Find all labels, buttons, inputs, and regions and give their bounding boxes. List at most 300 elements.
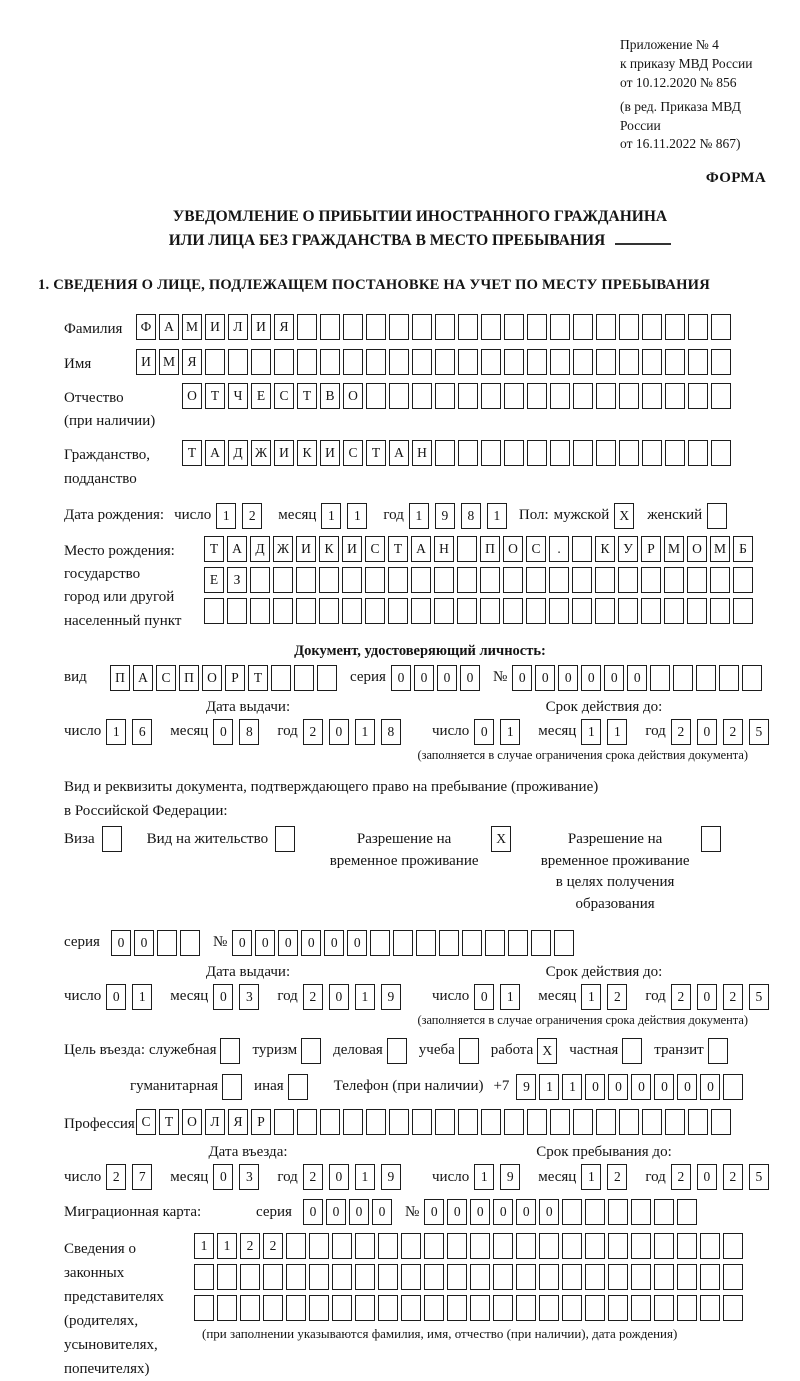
char-box[interactable]: Ж <box>251 440 271 466</box>
char-box[interactable]: Р <box>641 536 661 562</box>
char-box[interactable] <box>696 665 716 691</box>
char-box[interactable] <box>205 349 225 375</box>
char-box[interactable]: 0 <box>303 1199 323 1225</box>
char-box[interactable] <box>411 567 431 593</box>
char-box[interactable]: А <box>411 536 431 562</box>
char-box[interactable]: Т <box>182 440 202 466</box>
char-box[interactable] <box>370 930 390 956</box>
char-box[interactable]: И <box>296 536 316 562</box>
char-box[interactable] <box>688 440 708 466</box>
char-box[interactable] <box>622 1038 642 1064</box>
char-box[interactable] <box>573 383 593 409</box>
char-box[interactable] <box>435 1109 455 1135</box>
char-box[interactable]: Т <box>248 665 268 691</box>
char-box[interactable] <box>366 349 386 375</box>
char-box[interactable]: 2 <box>242 503 262 529</box>
char-box[interactable]: С <box>343 440 363 466</box>
char-box[interactable] <box>526 598 546 624</box>
char-box[interactable] <box>504 383 524 409</box>
char-box[interactable] <box>618 598 638 624</box>
char-box[interactable]: 0 <box>604 665 624 691</box>
char-box[interactable] <box>723 1074 743 1100</box>
char-box[interactable] <box>480 567 500 593</box>
char-box[interactable] <box>481 1109 501 1135</box>
char-box[interactable]: Д <box>250 536 270 562</box>
char-box[interactable] <box>378 1295 398 1321</box>
char-box[interactable] <box>527 1109 547 1135</box>
char-box[interactable]: Ч <box>228 383 248 409</box>
char-box[interactable]: 1 <box>539 1074 559 1100</box>
char-box[interactable] <box>355 1264 375 1290</box>
char-box[interactable]: О <box>182 383 202 409</box>
char-box[interactable] <box>389 383 409 409</box>
char-box[interactable] <box>493 1264 513 1290</box>
char-box[interactable] <box>251 349 271 375</box>
char-box[interactable]: 5 <box>749 1164 769 1190</box>
char-box[interactable] <box>631 1295 651 1321</box>
char-box[interactable] <box>654 1233 674 1259</box>
char-box[interactable]: 0 <box>349 1199 369 1225</box>
char-box[interactable] <box>618 567 638 593</box>
char-box[interactable] <box>596 383 616 409</box>
char-box[interactable] <box>401 1233 421 1259</box>
char-box[interactable] <box>332 1264 352 1290</box>
char-box[interactable]: 0 <box>414 665 434 691</box>
char-box[interactable]: Л <box>205 1109 225 1135</box>
char-box[interactable]: 0 <box>539 1199 559 1225</box>
char-box[interactable] <box>217 1295 237 1321</box>
char-box[interactable] <box>457 567 477 593</box>
char-box[interactable]: А <box>133 665 153 691</box>
char-box[interactable]: 0 <box>232 930 252 956</box>
char-box[interactable]: 2 <box>106 1164 126 1190</box>
char-box[interactable]: 2 <box>723 1164 743 1190</box>
char-box[interactable] <box>480 598 500 624</box>
char-box[interactable] <box>458 440 478 466</box>
char-box[interactable] <box>711 440 731 466</box>
char-box[interactable] <box>319 598 339 624</box>
char-box[interactable]: Д <box>228 440 248 466</box>
char-box[interactable] <box>204 598 224 624</box>
char-box[interactable] <box>458 383 478 409</box>
char-box[interactable] <box>457 536 477 562</box>
char-box[interactable] <box>387 1038 407 1064</box>
char-box[interactable] <box>366 314 386 340</box>
char-box[interactable] <box>516 1233 536 1259</box>
char-box[interactable] <box>411 598 431 624</box>
char-box[interactable] <box>677 1233 697 1259</box>
char-box[interactable] <box>642 349 662 375</box>
char-box[interactable] <box>157 930 177 956</box>
char-box[interactable]: С <box>274 383 294 409</box>
char-box[interactable]: 1 <box>562 1074 582 1100</box>
char-box[interactable] <box>194 1264 214 1290</box>
char-box[interactable] <box>562 1295 582 1321</box>
char-box[interactable]: К <box>319 536 339 562</box>
char-box[interactable] <box>320 314 340 340</box>
char-box[interactable] <box>664 567 684 593</box>
char-box[interactable] <box>240 1295 260 1321</box>
char-box[interactable] <box>220 1038 240 1064</box>
char-box[interactable] <box>562 1199 582 1225</box>
char-box[interactable]: 2 <box>723 719 743 745</box>
char-box[interactable]: 0 <box>391 665 411 691</box>
char-box[interactable] <box>504 349 524 375</box>
char-box[interactable]: 1 <box>607 719 627 745</box>
char-box[interactable]: 6 <box>132 719 152 745</box>
char-box[interactable]: Р <box>225 665 245 691</box>
char-box[interactable]: 0 <box>326 1199 346 1225</box>
char-box[interactable] <box>573 349 593 375</box>
char-box[interactable]: 1 <box>474 1164 494 1190</box>
char-box[interactable] <box>673 665 693 691</box>
char-box[interactable]: 0 <box>474 719 494 745</box>
char-box[interactable] <box>527 349 547 375</box>
char-box[interactable] <box>508 930 528 956</box>
char-box[interactable] <box>687 567 707 593</box>
char-box[interactable]: 1 <box>216 503 236 529</box>
char-box[interactable] <box>596 349 616 375</box>
char-box[interactable] <box>549 598 569 624</box>
char-box[interactable] <box>228 349 248 375</box>
char-box[interactable] <box>642 440 662 466</box>
char-box[interactable] <box>723 1264 743 1290</box>
char-box[interactable] <box>194 1295 214 1321</box>
char-box[interactable]: X <box>491 826 511 852</box>
char-box[interactable] <box>301 1038 321 1064</box>
char-box[interactable] <box>447 1295 467 1321</box>
char-box[interactable]: 5 <box>749 984 769 1010</box>
char-box[interactable] <box>723 1295 743 1321</box>
char-box[interactable] <box>642 1109 662 1135</box>
char-box[interactable]: К <box>595 536 615 562</box>
char-box[interactable] <box>435 440 455 466</box>
char-box[interactable] <box>531 930 551 956</box>
char-box[interactable] <box>342 598 362 624</box>
char-box[interactable] <box>665 314 685 340</box>
char-box[interactable]: 2 <box>607 984 627 1010</box>
char-box[interactable] <box>343 1109 363 1135</box>
char-box[interactable] <box>493 1233 513 1259</box>
char-box[interactable] <box>665 1109 685 1135</box>
char-box[interactable] <box>250 598 270 624</box>
char-box[interactable] <box>677 1295 697 1321</box>
char-box[interactable] <box>424 1295 444 1321</box>
char-box[interactable]: 8 <box>461 503 481 529</box>
char-box[interactable]: О <box>343 383 363 409</box>
char-box[interactable] <box>608 1264 628 1290</box>
char-box[interactable]: 0 <box>512 665 532 691</box>
char-box[interactable]: И <box>274 440 294 466</box>
char-box[interactable]: 1 <box>355 1164 375 1190</box>
char-box[interactable] <box>650 665 670 691</box>
char-box[interactable]: 0 <box>324 930 344 956</box>
char-box[interactable]: 0 <box>608 1074 628 1100</box>
char-box[interactable] <box>700 1233 720 1259</box>
char-box[interactable] <box>701 826 721 852</box>
char-box[interactable]: М <box>710 536 730 562</box>
char-box[interactable] <box>688 349 708 375</box>
char-box[interactable] <box>665 440 685 466</box>
char-box[interactable]: 0 <box>213 984 233 1010</box>
char-box[interactable] <box>585 1295 605 1321</box>
char-box[interactable]: 0 <box>424 1199 444 1225</box>
char-box[interactable] <box>664 598 684 624</box>
char-box[interactable] <box>388 598 408 624</box>
char-box[interactable] <box>296 567 316 593</box>
char-box[interactable]: М <box>182 314 202 340</box>
char-box[interactable] <box>355 1233 375 1259</box>
char-box[interactable] <box>263 1295 283 1321</box>
char-box[interactable] <box>458 1109 478 1135</box>
char-box[interactable] <box>435 349 455 375</box>
char-box[interactable]: 7 <box>132 1164 152 1190</box>
char-box[interactable] <box>527 314 547 340</box>
char-box[interactable] <box>485 930 505 956</box>
char-box[interactable] <box>539 1295 559 1321</box>
char-box[interactable]: . <box>549 536 569 562</box>
char-box[interactable]: Т <box>388 536 408 562</box>
char-box[interactable]: И <box>251 314 271 340</box>
char-box[interactable]: М <box>664 536 684 562</box>
char-box[interactable] <box>516 1295 536 1321</box>
char-box[interactable]: М <box>159 349 179 375</box>
char-box[interactable] <box>271 665 291 691</box>
char-box[interactable]: 1 <box>106 719 126 745</box>
char-box[interactable] <box>296 598 316 624</box>
char-box[interactable]: Я <box>228 1109 248 1135</box>
char-box[interactable] <box>439 930 459 956</box>
char-box[interactable]: Я <box>182 349 202 375</box>
char-box[interactable]: 0 <box>329 1164 349 1190</box>
char-box[interactable] <box>343 349 363 375</box>
char-box[interactable]: 0 <box>301 930 321 956</box>
char-box[interactable] <box>320 1109 340 1135</box>
char-box[interactable]: 2 <box>607 1164 627 1190</box>
char-box[interactable] <box>309 1233 329 1259</box>
char-box[interactable] <box>343 314 363 340</box>
char-box[interactable]: 0 <box>700 1074 720 1100</box>
char-box[interactable]: 2 <box>671 984 691 1010</box>
char-box[interactable]: А <box>389 440 409 466</box>
char-box[interactable] <box>412 1109 432 1135</box>
char-box[interactable]: 1 <box>487 503 507 529</box>
char-box[interactable]: 0 <box>106 984 126 1010</box>
char-box[interactable]: 8 <box>239 719 259 745</box>
char-box[interactable] <box>217 1264 237 1290</box>
char-box[interactable]: 0 <box>474 984 494 1010</box>
char-box[interactable] <box>435 383 455 409</box>
char-box[interactable]: 1 <box>217 1233 237 1259</box>
char-box[interactable] <box>596 1109 616 1135</box>
char-box[interactable] <box>654 1264 674 1290</box>
char-box[interactable] <box>687 598 707 624</box>
char-box[interactable] <box>378 1233 398 1259</box>
char-box[interactable] <box>677 1199 697 1225</box>
char-box[interactable] <box>573 1109 593 1135</box>
char-box[interactable] <box>412 383 432 409</box>
char-box[interactable] <box>294 665 314 691</box>
char-box[interactable] <box>180 930 200 956</box>
char-box[interactable] <box>595 567 615 593</box>
char-box[interactable] <box>240 1264 260 1290</box>
char-box[interactable] <box>504 440 524 466</box>
char-box[interactable] <box>733 567 753 593</box>
char-box[interactable] <box>416 930 436 956</box>
char-box[interactable]: Н <box>412 440 432 466</box>
char-box[interactable]: 1 <box>321 503 341 529</box>
char-box[interactable] <box>273 598 293 624</box>
char-box[interactable] <box>550 1109 570 1135</box>
char-box[interactable]: Л <box>228 314 248 340</box>
char-box[interactable]: А <box>205 440 225 466</box>
char-box[interactable] <box>401 1264 421 1290</box>
char-box[interactable] <box>493 1295 513 1321</box>
char-box[interactable] <box>459 1038 479 1064</box>
char-box[interactable] <box>608 1233 628 1259</box>
char-box[interactable]: А <box>159 314 179 340</box>
char-box[interactable]: 0 <box>213 1164 233 1190</box>
char-box[interactable]: 2 <box>723 984 743 1010</box>
char-box[interactable] <box>733 598 753 624</box>
char-box[interactable] <box>539 1233 559 1259</box>
char-box[interactable] <box>481 314 501 340</box>
char-box[interactable] <box>710 598 730 624</box>
char-box[interactable]: 1 <box>355 719 375 745</box>
char-box[interactable]: 3 <box>239 1164 259 1190</box>
char-box[interactable] <box>688 1109 708 1135</box>
char-box[interactable]: X <box>537 1038 557 1064</box>
char-box[interactable]: О <box>202 665 222 691</box>
char-box[interactable] <box>389 314 409 340</box>
char-box[interactable]: 1 <box>581 719 601 745</box>
char-box[interactable]: 0 <box>447 1199 467 1225</box>
char-box[interactable] <box>286 1295 306 1321</box>
char-box[interactable]: 1 <box>132 984 152 1010</box>
char-box[interactable] <box>707 503 727 529</box>
char-box[interactable] <box>401 1295 421 1321</box>
char-box[interactable] <box>596 314 616 340</box>
char-box[interactable]: 9 <box>381 1164 401 1190</box>
char-box[interactable]: З <box>227 567 247 593</box>
char-box[interactable] <box>641 567 661 593</box>
char-box[interactable] <box>462 930 482 956</box>
char-box[interactable] <box>554 930 574 956</box>
char-box[interactable]: Т <box>159 1109 179 1135</box>
char-box[interactable]: 2 <box>671 1164 691 1190</box>
char-box[interactable]: 0 <box>111 930 131 956</box>
char-box[interactable] <box>481 383 501 409</box>
char-box[interactable]: 1 <box>409 503 429 529</box>
char-box[interactable] <box>457 598 477 624</box>
char-box[interactable] <box>573 314 593 340</box>
char-box[interactable] <box>654 1295 674 1321</box>
char-box[interactable]: С <box>156 665 176 691</box>
char-box[interactable]: И <box>136 349 156 375</box>
char-box[interactable] <box>503 567 523 593</box>
char-box[interactable] <box>378 1264 398 1290</box>
char-box[interactable]: 3 <box>239 984 259 1010</box>
char-box[interactable]: 9 <box>381 984 401 1010</box>
char-box[interactable] <box>388 567 408 593</box>
char-box[interactable]: 0 <box>697 719 717 745</box>
char-box[interactable] <box>309 1264 329 1290</box>
char-box[interactable] <box>585 1264 605 1290</box>
char-box[interactable]: К <box>297 440 317 466</box>
char-box[interactable] <box>320 349 340 375</box>
char-box[interactable] <box>619 440 639 466</box>
char-box[interactable] <box>573 440 593 466</box>
char-box[interactable] <box>470 1295 490 1321</box>
char-box[interactable] <box>288 1074 308 1100</box>
char-box[interactable] <box>742 665 762 691</box>
char-box[interactable] <box>642 314 662 340</box>
char-box[interactable] <box>572 598 592 624</box>
char-box[interactable] <box>631 1199 651 1225</box>
char-box[interactable] <box>389 349 409 375</box>
char-box[interactable]: 9 <box>435 503 455 529</box>
char-box[interactable] <box>642 383 662 409</box>
char-box[interactable]: Е <box>251 383 271 409</box>
char-box[interactable] <box>526 567 546 593</box>
char-box[interactable]: 1 <box>355 984 375 1010</box>
char-box[interactable] <box>286 1233 306 1259</box>
char-box[interactable] <box>447 1233 467 1259</box>
char-box[interactable] <box>481 349 501 375</box>
char-box[interactable] <box>700 1295 720 1321</box>
char-box[interactable]: П <box>110 665 130 691</box>
char-box[interactable] <box>355 1295 375 1321</box>
char-box[interactable] <box>481 440 501 466</box>
char-box[interactable]: 0 <box>516 1199 536 1225</box>
char-box[interactable] <box>273 567 293 593</box>
char-box[interactable] <box>631 1264 651 1290</box>
char-box[interactable] <box>654 1199 674 1225</box>
char-box[interactable] <box>332 1295 352 1321</box>
char-box[interactable] <box>677 1264 697 1290</box>
char-box[interactable]: Я <box>274 314 294 340</box>
char-box[interactable] <box>342 567 362 593</box>
char-box[interactable]: 0 <box>558 665 578 691</box>
char-box[interactable] <box>527 383 547 409</box>
char-box[interactable]: 0 <box>347 930 367 956</box>
char-box[interactable] <box>585 1233 605 1259</box>
char-box[interactable]: 0 <box>460 665 480 691</box>
char-box[interactable] <box>619 1109 639 1135</box>
char-box[interactable] <box>366 1109 386 1135</box>
char-box[interactable]: 2 <box>671 719 691 745</box>
char-box[interactable] <box>562 1264 582 1290</box>
char-box[interactable] <box>319 567 339 593</box>
char-box[interactable]: 2 <box>240 1233 260 1259</box>
char-box[interactable]: О <box>182 1109 202 1135</box>
char-box[interactable] <box>641 598 661 624</box>
char-box[interactable]: Ж <box>273 536 293 562</box>
char-box[interactable] <box>250 567 270 593</box>
char-box[interactable]: 0 <box>493 1199 513 1225</box>
char-box[interactable] <box>723 1233 743 1259</box>
char-box[interactable] <box>550 383 570 409</box>
char-box[interactable] <box>595 598 615 624</box>
char-box[interactable] <box>365 598 385 624</box>
char-box[interactable] <box>412 349 432 375</box>
char-box[interactable] <box>470 1233 490 1259</box>
char-box[interactable] <box>527 440 547 466</box>
char-box[interactable]: Т <box>297 383 317 409</box>
char-box[interactable]: 2 <box>303 719 323 745</box>
char-box[interactable]: 0 <box>581 665 601 691</box>
char-box[interactable] <box>504 1109 524 1135</box>
